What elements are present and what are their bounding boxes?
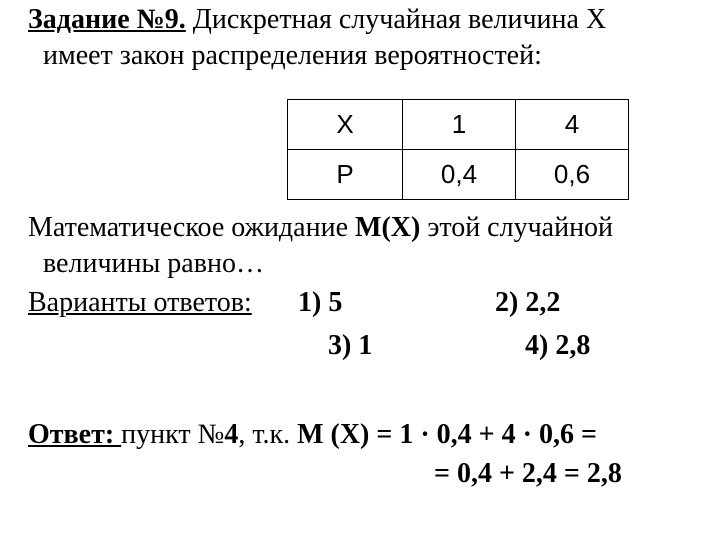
answer-text-1: пункт № [121, 419, 225, 450]
table-row [288, 150, 629, 200]
answer-formula-1: M (X) = 1 · 0,4 + 4 · 0,6 = [297, 419, 597, 450]
table-cell: 4 [516, 100, 629, 150]
answer-formula-2: = 0,4 + 2,4 = 2,8 [434, 458, 622, 489]
question-text-1: Математическое ожидание [28, 212, 356, 243]
options-label: Варианты ответов: [28, 287, 252, 318]
table-header-x: X [288, 100, 403, 150]
task-label: Задание №9. [28, 4, 186, 35]
question-text-2: этой случайной [420, 212, 614, 243]
task-line-1 [28, 4, 606, 36]
answer-label: Ответ: [28, 419, 122, 450]
task-text-1: Дискретная случайная величина X [185, 4, 607, 35]
option-1: 1) 5 [298, 287, 343, 318]
table-header-p: P [288, 150, 403, 200]
answer-number: 4 [224, 419, 239, 450]
question-line-1 [28, 212, 613, 244]
expectation-symbol: M(X) [355, 212, 421, 243]
option-4: 4) 2,8 [525, 330, 591, 361]
table-row [288, 100, 629, 150]
option-3: 3) 1 [328, 330, 373, 361]
table-cell: 0,6 [516, 150, 629, 200]
answer-text-2: , т.к. [238, 419, 298, 450]
table-cell: 1 [403, 100, 516, 150]
answer-line-1 [28, 419, 597, 451]
option-2: 2) 2,2 [495, 287, 561, 318]
task-line-2: имеет закон распределения вероятностей: [43, 40, 542, 71]
question-line-2: величины равно… [43, 248, 264, 279]
distribution-table [287, 99, 629, 200]
table-cell: 0,4 [403, 150, 516, 200]
